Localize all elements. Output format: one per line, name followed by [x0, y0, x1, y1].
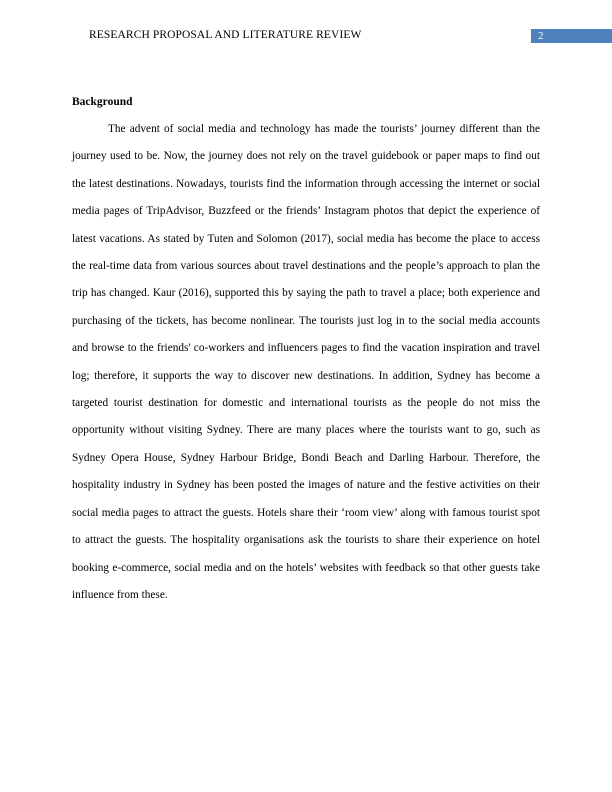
- body-paragraph: The advent of social media and technology has made the tourists’ journey different than the journey used to be. Now, the journey does not rely on the travel guidebook or paper maps to find out the latest destinations. Nowadays, tourists find the information through accessing the internet or social media pages of TripAdvisor, Buzzfeed or the friends’ Instagram photos that depict the experience of latest vacations. As stated by Tuten and Solomon (2017), social media has become the place to access the real-time data from various sources about travel destinations and the people’s approach to plan the trip has changed. Kaur (2016), supported this by saying the path to travel a place; both experience and purchasing of the tickets, has become nonlinear. The tourists just log in to the social media accounts and browse to the friends' co-workers and influencers pages to find the vacation inspiration and travel log; therefore, it supports the way to discover new destinations. In addition, Sydney has become a targeted tourist destination for domestic and international tourists as the people do not miss the opportunity without visiting Sydney. There are many places where the tourists want to go, such as Sydney Opera House, Sydney Harbour Bridge, Bondi Beach and Darling Harbour. Therefore, the hospitality industry in Sydney has been posted the images of nature and the festive activities on their social media pages to attract the guests. Hotels share their ‘room view’ along with famous tourist spot to attract the guests. The hospitality organisations ask the tourists to share their experience on hotel booking e-commerce, social media and on the hotels’ websites with feedback so that other guests take influence from these.: [72, 123, 540, 601]
- running-head: RESEARCH PROPOSAL AND LITERATURE REVIEW: [89, 29, 362, 41]
- page-number-badge: 2: [531, 29, 612, 43]
- section-heading: Background: [72, 96, 133, 108]
